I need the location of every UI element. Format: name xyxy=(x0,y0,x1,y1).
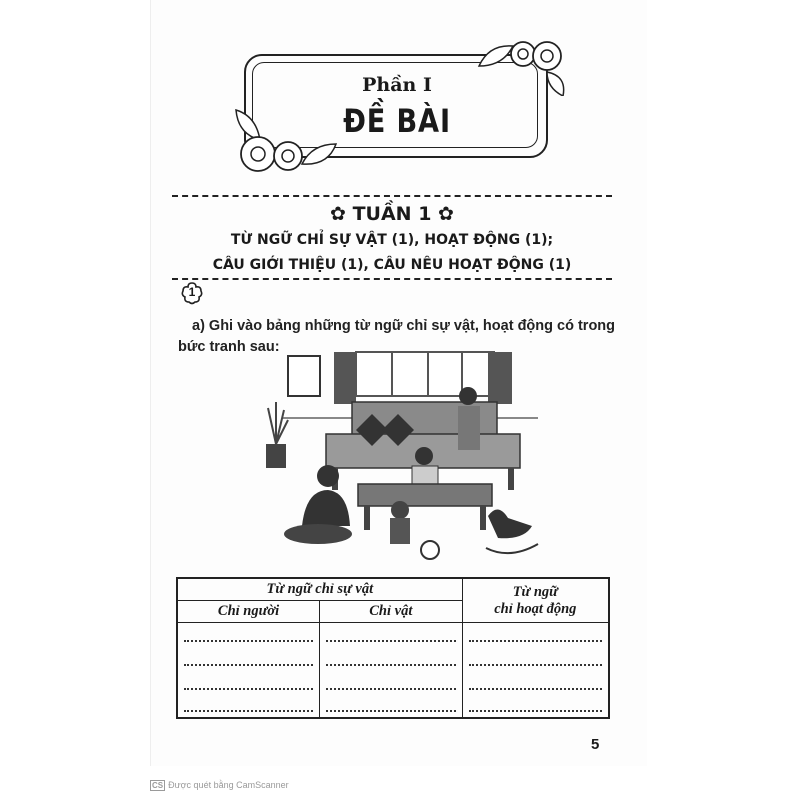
ball-icon xyxy=(421,541,439,559)
answer-blank-hoat-dong[interactable] xyxy=(462,623,609,648)
exercise-number: 1 xyxy=(188,285,196,299)
answer-blank-chi-vat[interactable] xyxy=(320,695,463,718)
picture-frame-icon xyxy=(288,356,320,396)
answer-blank-hoat-dong[interactable] xyxy=(462,695,609,718)
table-row xyxy=(177,647,609,671)
part-title: ĐỀ BÀI xyxy=(343,102,451,140)
section-frame xyxy=(232,36,562,166)
rocking-horse-icon xyxy=(488,509,532,538)
answer-blank-hoat-dong[interactable] xyxy=(462,647,609,671)
answer-blank-chi-nguoi[interactable] xyxy=(177,623,320,648)
page-number: 5 xyxy=(591,736,600,753)
answer-blank-chi-nguoi[interactable] xyxy=(177,671,320,695)
living-room-illustration xyxy=(262,350,558,572)
plant-pot-icon xyxy=(266,444,286,468)
header-chi-nguoi: Chỉ người xyxy=(177,601,320,623)
header-su-vat: Từ ngữ chỉ sự vật xyxy=(177,578,462,601)
week-subtitle-line1: TỪ NGỮ CHỈ SỰ VẬT (1), HOẠT ĐỘNG (1); xyxy=(230,232,554,248)
dashed-divider-bottom xyxy=(172,278,612,280)
header-chi-vat: Chỉ vật xyxy=(320,601,463,623)
answer-table xyxy=(176,577,610,719)
exercise-instruction: a) Ghi vào bảng những từ ngữ chỉ sự vật, hoạt động có trong bức tranh sau: xyxy=(178,318,616,355)
table-row xyxy=(177,623,609,648)
answer-blank-hoat-dong[interactable] xyxy=(462,671,609,695)
answer-blank-chi-nguoi[interactable] xyxy=(177,647,320,671)
answer-blank-chi-vat[interactable] xyxy=(320,623,463,648)
answer-blank-chi-nguoi[interactable] xyxy=(177,695,320,718)
exercise-number-badge xyxy=(180,281,204,305)
answer-blank-chi-vat[interactable] xyxy=(320,647,463,671)
header-hoat-dong xyxy=(462,578,609,623)
header-hoat-dong-line2: chỉ hoạt động xyxy=(494,600,577,617)
part-label: Phần I xyxy=(362,74,432,96)
camscanner-logo-icon: CS xyxy=(152,781,164,790)
week-subtitle-line2: CÂU GIỚI THIỆU (1), CÂU NÊU HOẠT ĐỘNG (1) xyxy=(212,257,572,273)
header-hoat-dong-line1: Từ ngữ xyxy=(512,583,558,600)
dashed-divider-top xyxy=(172,195,612,197)
scanner-watermark xyxy=(150,780,289,791)
week-title: ✿ TUẦN 1 ✿ xyxy=(330,203,454,225)
table-row xyxy=(177,695,609,718)
table-row xyxy=(177,671,609,695)
answer-blank-chi-vat[interactable] xyxy=(320,671,463,695)
scanner-text: Được quét bằng CamScanner xyxy=(168,780,289,790)
coffee-table xyxy=(358,484,492,506)
